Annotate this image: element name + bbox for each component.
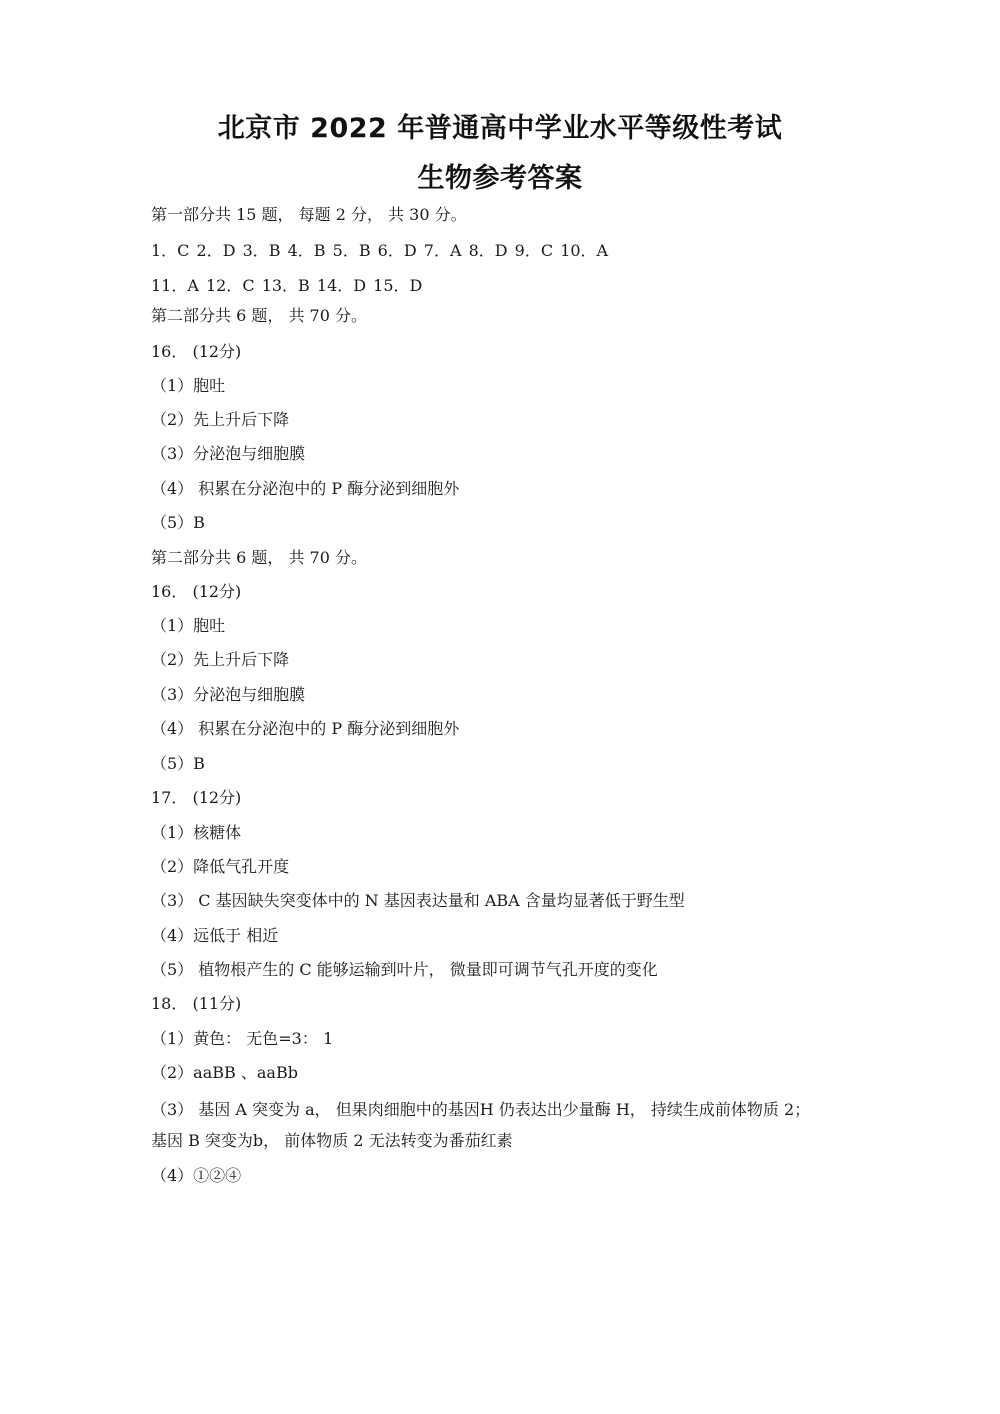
question-17-heading: 17． (12分)	[151, 788, 242, 807]
part2-header-repeat: 第二部分共 6 题， 共 70 分。	[151, 548, 367, 567]
question-17-answer-1: （1）核糖体	[151, 823, 242, 842]
question-16-repeat-answer-5: （5）B	[151, 754, 205, 773]
question-16-repeat-answer-1: （1）胞吐	[151, 616, 226, 635]
question-16-repeat-answer-3: （3）分泌泡与细胞膜	[151, 685, 306, 704]
question-16-heading-repeat: 16． (12分)	[151, 582, 242, 601]
mc-answers-row-2: 11．A 12．C 13．B 14．D 15．D	[151, 276, 423, 295]
document-title: 北京市 2022 年普通高中学业水平等级性考试	[217, 113, 783, 144]
question-17-answer-3: （3） C 基因缺失突变体中的 N 基因表达量和 ABA 含量均显著低于野生型	[151, 891, 685, 910]
question-18-answer-3-continued: 基因 B 突变为b， 前体物质 2 无法转变为番茄红素	[151, 1131, 513, 1150]
mc-answers-row-1: 1．C 2．D 3．B 4．B 5．B 6．D 7．A 8．D 9．C 10．A	[151, 241, 609, 260]
question-16-heading: 16． (12分)	[151, 342, 242, 361]
question-17-answer-4: （4）远低于 相近	[151, 926, 279, 945]
question-18-heading: 18． (11分)	[151, 994, 242, 1013]
document-subtitle: 生物参考答案	[417, 163, 583, 194]
question-16-answer-2: （2）先上升后下降	[151, 410, 290, 429]
question-16-answer-5: （5）B	[151, 513, 205, 532]
question-16-answer-4: （4） 积累在分泌泡中的 P 酶分泌到细胞外	[151, 479, 460, 498]
part2-header: 第二部分共 6 题， 共 70 分。	[151, 306, 367, 325]
question-17-answer-2: （2）降低气孔开度	[151, 857, 290, 876]
question-18-answer-2: （2）aaBB 、aaBb	[151, 1063, 298, 1082]
question-16-answer-3: （3）分泌泡与细胞膜	[151, 444, 306, 463]
question-16-repeat-answer-4: （4） 积累在分泌泡中的 P 酶分泌到细胞外	[151, 719, 460, 738]
part1-header: 第一部分共 15 题， 每题 2 分， 共 30 分。	[151, 205, 467, 224]
question-18-answer-1: （1）黄色： 无色=3： 1	[151, 1029, 334, 1048]
question-16-repeat-answer-2: （2）先上升后下降	[151, 650, 290, 669]
question-18-answer-3: （3） 基因 A 突变为 a， 但果肉细胞中的基因H 仍表达出少量酶 H， 持续生成前体物质 2；	[151, 1100, 811, 1119]
question-17-answer-5: （5） 植物根产生的 C 能够运输到叶片， 微量即可调节气孔开度的变化	[151, 960, 658, 979]
question-16-answer-1: （1）胞吐	[151, 376, 226, 395]
question-18-answer-4: （4）①②④	[151, 1166, 242, 1185]
